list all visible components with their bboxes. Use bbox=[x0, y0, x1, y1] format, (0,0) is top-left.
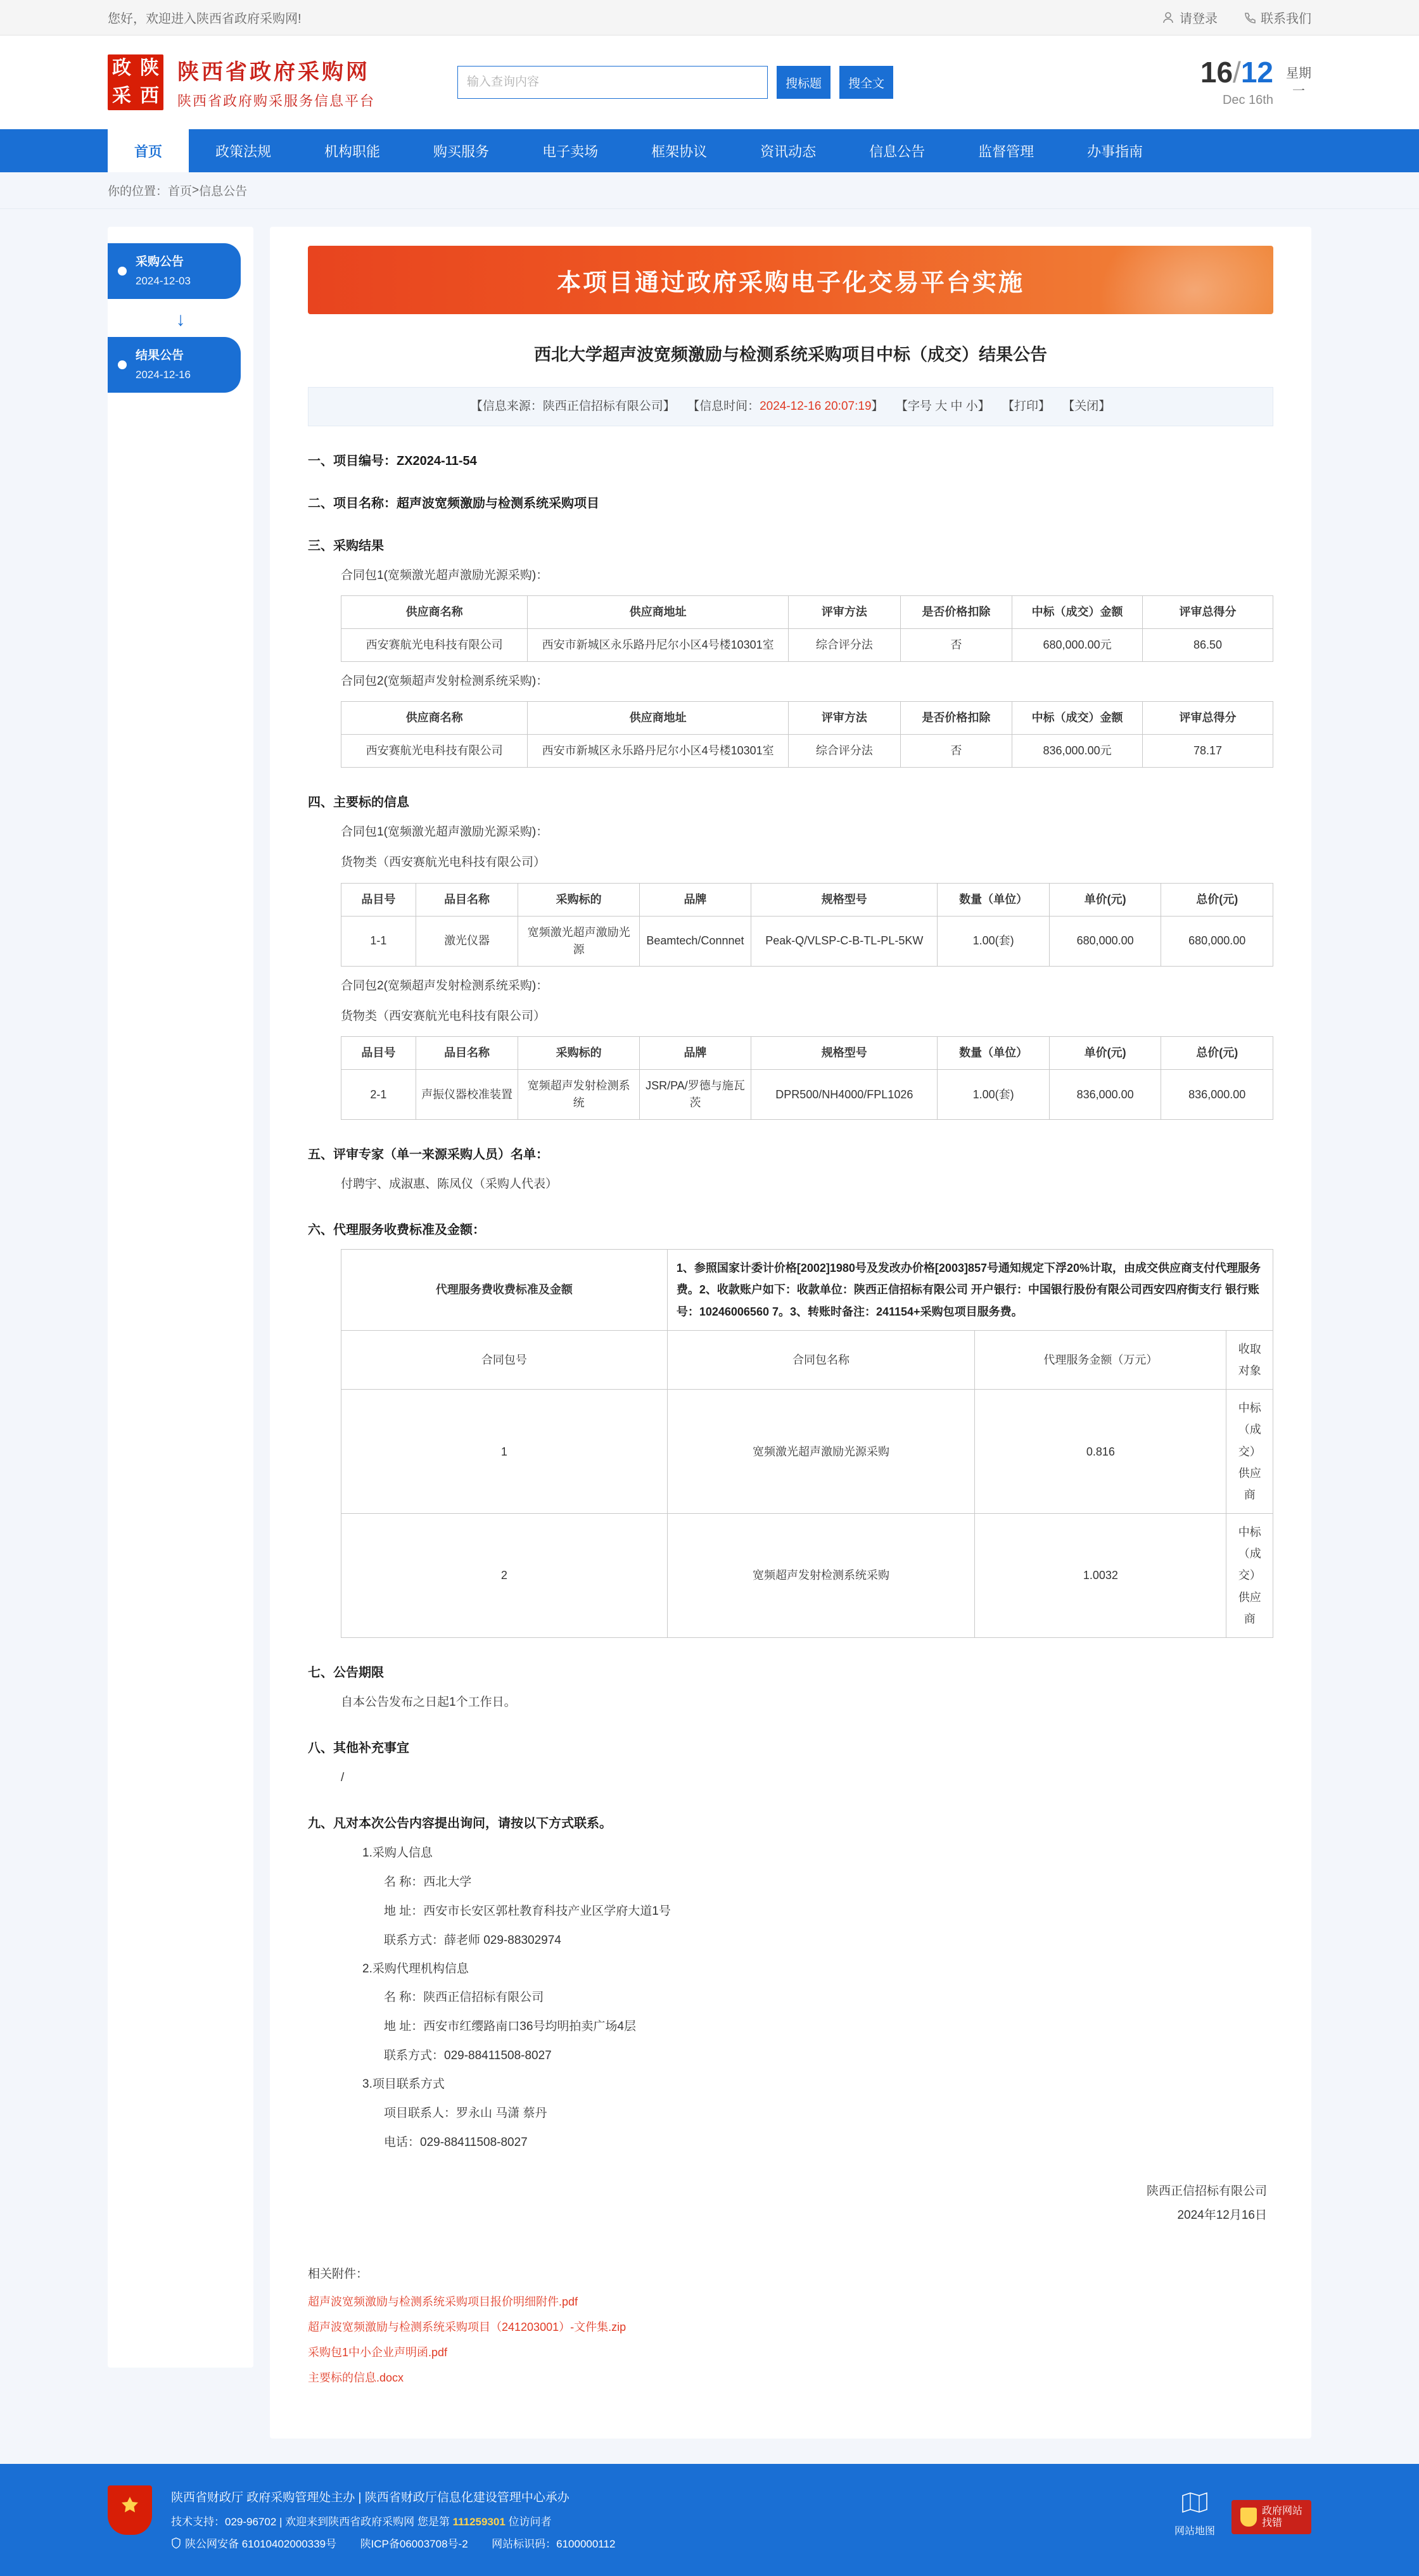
footer-record-line bbox=[171, 2533, 1155, 2557]
attachment-link[interactable]: 超声波宽频激励与检测系统采购项目（241203001）-文件集.zip bbox=[308, 2320, 627, 2333]
table-row bbox=[341, 1390, 1273, 1514]
col-award-amount: 中标（成交）金额 bbox=[1012, 596, 1143, 629]
cell-review-method: 综合评分法 bbox=[789, 735, 901, 768]
timeline-item-date: 2024-12-03 bbox=[136, 274, 191, 287]
item-table-package2 bbox=[341, 1036, 1273, 1120]
col-fee-payer: 收取对象 bbox=[1226, 1330, 1273, 1389]
footer-support-post: 位访问者 bbox=[505, 2515, 552, 2528]
nav-item-guide[interactable]: 办事指南 bbox=[1087, 143, 1143, 160]
cell-item-total: 836,000.00 bbox=[1161, 1070, 1273, 1120]
logo-char-4: 西 bbox=[140, 86, 159, 106]
breadcrumb-sep: > bbox=[192, 183, 200, 197]
cell-package-name: 宽频激光超声激励光源采购 bbox=[667, 1390, 974, 1514]
table-row bbox=[341, 1070, 1273, 1120]
purchaser-name: 名 称：西北大学 bbox=[384, 1875, 472, 1889]
cell-fee-payer: 中标（成交）供应商 bbox=[1226, 1514, 1273, 1638]
cell-item-target: 宽频超声发射检测系统 bbox=[518, 1070, 639, 1120]
items-package2-sub: 货物类（西安赛航光电科技有限公司） bbox=[341, 1009, 546, 1023]
col-package-no: 合同包号 bbox=[341, 1330, 668, 1389]
col-total-score: 评审总得分 bbox=[1143, 596, 1273, 629]
col-item-total: 总价(元) bbox=[1161, 1037, 1273, 1070]
cell-price-deduction: 否 bbox=[900, 735, 1012, 768]
gov-badge-line2: 找错 bbox=[1261, 2517, 1282, 2528]
other-matters-body: / bbox=[341, 1771, 345, 1785]
table-header-row bbox=[341, 1330, 1273, 1389]
section-review-experts: 五、评审专家（单一来源采购人员）名单： bbox=[308, 1148, 549, 1162]
items-package2-label: 合同包2(宽频超声发射检测系统采购)： bbox=[341, 979, 549, 993]
cell-price-deduction: 否 bbox=[900, 629, 1012, 662]
article-meta bbox=[308, 387, 1273, 426]
attachments-title: 相关附件： bbox=[308, 2267, 369, 2281]
agency-info-head: 2.采购代理机构信息 bbox=[362, 1962, 469, 1976]
login-link[interactable] bbox=[1162, 8, 1218, 27]
meta-source-value: 陕西正信招标有限公司 bbox=[542, 399, 663, 413]
nav-item-functions[interactable]: 机构职能 bbox=[324, 143, 381, 160]
attachment-link[interactable]: 超声波宽频激励与检测系统采购项目报价明细附件.pdf bbox=[308, 2295, 578, 2308]
weekday-label: 星期 bbox=[1286, 67, 1311, 80]
national-emblem-icon bbox=[108, 2485, 152, 2535]
nav-item-news[interactable]: 资讯动态 bbox=[760, 143, 817, 160]
cell-item-unitprice: 836,000.00 bbox=[1049, 1070, 1161, 1120]
agency-address: 地 址：西安市红缨路南口36号均明拍卖广场4层 bbox=[384, 2020, 636, 2034]
result-table-package2 bbox=[341, 701, 1273, 768]
cell-item-name: 激光仪器 bbox=[416, 916, 518, 966]
meta-source-label: 【信息来源： bbox=[470, 399, 543, 413]
col-item-unitprice: 单价(元) bbox=[1049, 1037, 1161, 1070]
footer-org-line: 陕西省财政厅 政府采购管理处主办 | 陕西省财政厅信息化建设管理中心承办 bbox=[171, 2490, 570, 2504]
col-item-target: 采购标的 bbox=[518, 1037, 639, 1070]
police-record[interactable]: 陕公网安备 61010402000339号 bbox=[185, 2538, 337, 2551]
contact-label: 联系我们 bbox=[1261, 12, 1311, 26]
result-table-package1 bbox=[341, 595, 1273, 662]
announcement-period-body: 自本公告发布之日起1个工作日。 bbox=[341, 1696, 516, 1710]
search-title-button[interactable]: 搜标题 bbox=[777, 66, 830, 99]
nav-item-supervision[interactable]: 监督管理 bbox=[978, 143, 1034, 160]
col-review-method: 评审方法 bbox=[789, 596, 901, 629]
col-supplier-name: 供应商名称 bbox=[341, 596, 528, 629]
close-button[interactable]: 【关闭】 bbox=[1062, 399, 1111, 413]
item-table-package1 bbox=[341, 883, 1273, 967]
col-package-name: 合同包名称 bbox=[667, 1330, 974, 1389]
col-award-amount: 中标（成交）金额 bbox=[1012, 702, 1143, 735]
review-experts-list: 付聘宇、成淑惠、陈凤仪（采购人代表） bbox=[341, 1177, 558, 1191]
section-contact: 九、凡对本次公告内容提出询问，请按以下方式联系。 bbox=[308, 1817, 612, 1831]
col-item-model: 规格型号 bbox=[751, 1037, 938, 1070]
cell-item-no: 1-1 bbox=[341, 916, 416, 966]
user-icon bbox=[1162, 11, 1174, 24]
breadcrumb bbox=[0, 172, 1419, 209]
cell-total-score: 86.50 bbox=[1143, 629, 1273, 662]
timeline-item-date: 2024-12-16 bbox=[136, 368, 191, 381]
cell-award-amount: 680,000.00元 bbox=[1012, 629, 1143, 662]
package2-label: 合同包2(宽频超声发射检测系统采购)： bbox=[341, 675, 549, 688]
items-package1-label: 合同包1(宽频激光超声激励光源采购)： bbox=[341, 825, 549, 839]
platform-banner bbox=[308, 246, 1273, 314]
col-price-deduction: 是否价格扣除 bbox=[900, 702, 1012, 735]
table-header-row bbox=[341, 702, 1273, 735]
utility-bar bbox=[0, 0, 1419, 35]
cell-fee-amount: 1.0032 bbox=[975, 1514, 1226, 1638]
site-subtitle: 陕西省政府购采服务信息平台 bbox=[177, 93, 376, 109]
section-purchase-result: 三、采购结果 bbox=[308, 538, 384, 553]
nav-item-services[interactable]: 购买服务 bbox=[433, 143, 490, 160]
section-project-name: 二、项目名称：超声波宽频激励与检测系统采购项目 bbox=[308, 496, 599, 511]
cell-item-name: 声振仪器校准装置 bbox=[416, 1070, 518, 1120]
col-item-no: 品目号 bbox=[341, 883, 416, 916]
cell-item-no: 2-1 bbox=[341, 1070, 416, 1120]
footer-support-pre: 技术支持：029-96702 | 欢迎来到陕西省政府采购网 您是第 bbox=[171, 2515, 453, 2528]
site-name: 陕西省政府采购网 bbox=[177, 60, 370, 84]
nav-item-framework[interactable]: 框架协议 bbox=[651, 143, 708, 160]
attachment-link[interactable]: 主要标的信息.docx bbox=[308, 2371, 404, 2384]
shield-icon bbox=[1240, 2508, 1257, 2527]
cell-item-total: 680,000.00 bbox=[1161, 916, 1273, 966]
project-contact-tel: 电话：029-88411508-8027 bbox=[384, 2135, 528, 2149]
signature-company: 陕西正信招标有限公司 bbox=[1146, 2184, 1267, 2198]
col-supplier-address: 供应商地址 bbox=[528, 702, 789, 735]
cell-fee-payer: 中标（成交）供应商 bbox=[1226, 1390, 1273, 1514]
site-code: 网站标识码：6100000112 bbox=[492, 2538, 616, 2551]
timeline-arrow-icon: ↓ bbox=[175, 309, 186, 331]
col-item-name: 品目名称 bbox=[416, 883, 518, 916]
col-price-deduction: 是否价格扣除 bbox=[900, 596, 1012, 629]
section-project-number: 一、项目编号：ZX2024-11-54 bbox=[308, 454, 477, 468]
platform-banner-text: 本项目通过政府采购电子化交易平台实施 bbox=[556, 269, 1024, 296]
table-header-row bbox=[341, 1037, 1273, 1070]
col-item-qty: 数量（单位） bbox=[938, 1037, 1050, 1070]
fee-description-cell: 1、参照国家计委计价格[2002]1980号及发改办价格[2003]857号通知规定下浮20%计取，由成交供应商支付代理服务费。2、收款账户如下：收款单位：陕西正信招标有限公司 开户银行：中国银行股份有限公司西安四府街支行 银行账号：10246006560 7。3、转账时备注：241154+采购包项目服务费。 bbox=[667, 1250, 1273, 1331]
cell-total-score: 78.17 bbox=[1143, 735, 1273, 768]
timeline-dot-icon bbox=[118, 267, 127, 276]
table-row bbox=[341, 916, 1273, 966]
col-supplier-address: 供应商地址 bbox=[528, 596, 789, 629]
meta-time-end: 】 bbox=[871, 399, 884, 413]
site-logo[interactable] bbox=[108, 54, 375, 110]
page-body bbox=[0, 209, 1419, 2464]
breadcrumb-prefix: 你的位置： bbox=[108, 185, 169, 198]
package1-label: 合同包1(宽频激光超声激励光源采购)： bbox=[341, 568, 549, 582]
cell-award-amount: 836,000.00元 bbox=[1012, 735, 1143, 768]
signature-block bbox=[308, 2179, 1273, 2228]
cell-package-name: 宽频超声发射检测系统采购 bbox=[667, 1514, 974, 1638]
purchaser-info-head: 1.采购人信息 bbox=[362, 1846, 433, 1860]
col-item-total: 总价(元) bbox=[1161, 883, 1273, 916]
agency-fee-table bbox=[341, 1249, 1273, 1638]
contact-link[interactable] bbox=[1243, 8, 1311, 27]
map-icon bbox=[1174, 2492, 1215, 2522]
agency-name: 名 称：陕西正信招标有限公司 bbox=[384, 1991, 544, 2005]
police-badge-icon bbox=[171, 2534, 181, 2557]
cell-item-qty: 1.00(套) bbox=[938, 916, 1050, 966]
section-announcement-period: 七、公告期限 bbox=[308, 1666, 384, 1680]
table-header-row bbox=[341, 883, 1273, 916]
cell-supplier-address: 西安市新城区永乐路丹尼尔小区4号楼10301室 bbox=[528, 735, 789, 768]
timeline-dot-icon bbox=[118, 360, 127, 369]
nav-item-emarket[interactable]: 电子卖场 bbox=[542, 143, 599, 160]
section-main-items: 四、主要标的信息 bbox=[308, 796, 409, 810]
cell-item-model: DPR500/NH4000/FPL1026 bbox=[751, 1070, 938, 1120]
search-input[interactable] bbox=[457, 66, 768, 99]
cell-item-brand: JSR/PA/罗德与施瓦茨 bbox=[639, 1070, 751, 1120]
col-review-method: 评审方法 bbox=[789, 702, 901, 735]
col-item-no: 品目号 bbox=[341, 1037, 416, 1070]
cell-item-target: 宽频激光超声激励光源 bbox=[518, 916, 639, 966]
col-total-score: 评审总得分 bbox=[1143, 702, 1273, 735]
site-footer bbox=[0, 2464, 1419, 2576]
welcome-text: 您好，欢迎进入陕西省政府采购网! bbox=[108, 12, 302, 26]
meta-time-label: 【信息时间： bbox=[687, 399, 760, 413]
date-slash: / bbox=[1233, 55, 1241, 89]
site-header bbox=[0, 35, 1419, 129]
timeline-item-title: 结果公告 bbox=[136, 349, 184, 363]
col-item-name: 品目名称 bbox=[416, 1037, 518, 1070]
cell-item-unitprice: 680,000.00 bbox=[1049, 916, 1161, 966]
article-container bbox=[270, 227, 1311, 2439]
project-contact-name: 项目联系人：罗永山 马潇 蔡丹 bbox=[384, 2106, 547, 2120]
table-row bbox=[341, 1250, 1273, 1331]
date-english: Dec 16th bbox=[1222, 92, 1273, 107]
attachments-list bbox=[308, 2293, 1273, 2385]
signature-date: 2024年12月16日 bbox=[1177, 2208, 1267, 2222]
table-row bbox=[341, 629, 1273, 662]
gov-feedback-badge[interactable] bbox=[1231, 2500, 1311, 2534]
weekday-value: 一 bbox=[1292, 84, 1305, 98]
sitemap-label: 网站地图 bbox=[1174, 2526, 1215, 2537]
cell-supplier-name: 西安赛航光电科技有限公司 bbox=[341, 735, 528, 768]
nav-item-home[interactable]: 首页 bbox=[108, 129, 189, 172]
meta-time-value: 2024-12-16 20:07:19 bbox=[760, 399, 872, 413]
visitor-count: 111259301 bbox=[452, 2515, 506, 2528]
phone-icon bbox=[1243, 11, 1256, 24]
footer-support-line bbox=[171, 2511, 1155, 2534]
col-item-unitprice: 单价(元) bbox=[1049, 883, 1161, 916]
table-header-row bbox=[341, 596, 1273, 629]
col-supplier-name: 供应商名称 bbox=[341, 702, 528, 735]
print-button[interactable]: 【打印】 bbox=[1002, 399, 1050, 413]
col-item-brand: 品牌 bbox=[639, 883, 751, 916]
purchaser-address: 地 址：西安市长安区郭杜教育科技产业区学府大道1号 bbox=[384, 1904, 671, 1918]
section-agency-fee: 六、代理服务收费标准及金额： bbox=[308, 1223, 485, 1238]
cell-supplier-address: 西安市新城区永乐路丹尼尔小区4号楼10301室 bbox=[528, 629, 789, 662]
main-nav bbox=[0, 129, 1419, 172]
logo-char-2: 陕 bbox=[140, 58, 159, 79]
font-size-control[interactable]: 【字号 大 中 小】 bbox=[895, 399, 990, 413]
footer-widgets bbox=[1174, 2485, 1311, 2542]
logo-char-3: 采 bbox=[112, 86, 131, 106]
login-label: 请登录 bbox=[1180, 12, 1218, 26]
col-item-model: 规格型号 bbox=[751, 883, 938, 916]
col-item-brand: 品牌 bbox=[639, 1037, 751, 1070]
icp-record[interactable]: 陕ICP备06003708号-2 bbox=[360, 2538, 468, 2551]
logo-mark-icon bbox=[108, 54, 163, 110]
search-area bbox=[457, 66, 893, 99]
section-other-matters: 八、其他补充事宜 bbox=[308, 1741, 409, 1756]
attachment-link[interactable]: 采购包1中小企业声明函.pdf bbox=[308, 2345, 448, 2359]
cell-supplier-name: 西安赛航光电科技有限公司 bbox=[341, 629, 528, 662]
meta-source-end: 】 bbox=[663, 399, 675, 413]
date-widget bbox=[1200, 55, 1311, 108]
cell-package-no: 2 bbox=[341, 1514, 668, 1638]
nav-item-announcements[interactable]: 信息公告 bbox=[869, 143, 926, 160]
cell-package-no: 1 bbox=[341, 1390, 668, 1514]
cell-review-method: 综合评分法 bbox=[789, 629, 901, 662]
cell-item-model: Peak-Q/VLSP-C-B-TL-PL-5KW bbox=[751, 916, 938, 966]
cell-item-brand: Beamtech/Connnet bbox=[639, 916, 751, 966]
timeline-item-purchase[interactable] bbox=[108, 243, 241, 299]
footer-text bbox=[171, 2485, 1155, 2557]
col-fee-amount: 代理服务金额（万元） bbox=[975, 1330, 1226, 1389]
col-item-qty: 数量（单位） bbox=[938, 883, 1050, 916]
sitemap-link[interactable] bbox=[1174, 2492, 1215, 2542]
purchaser-tel: 联系方式：薛老师 029-88302974 bbox=[384, 1933, 561, 1947]
nav-item-policy[interactable]: 政策法规 bbox=[215, 143, 272, 160]
logo-char-1: 政 bbox=[112, 58, 131, 79]
col-item-target: 采购标的 bbox=[518, 883, 639, 916]
timeline-item-result[interactable] bbox=[108, 337, 241, 393]
announcement-timeline bbox=[108, 227, 253, 2368]
breadcrumb-current: 信息公告 bbox=[199, 185, 248, 198]
timeline-item-title: 采购公告 bbox=[136, 255, 184, 269]
cell-fee-amount: 0.816 bbox=[975, 1390, 1226, 1514]
page-title: 西北大学超声波宽频激励与检测系统采购项目中标（成交）结果公告 bbox=[534, 345, 1047, 364]
cell-item-qty: 1.00(套) bbox=[938, 1070, 1050, 1120]
table-row bbox=[341, 735, 1273, 768]
gov-badge-line1: 政府网站 bbox=[1261, 2505, 1302, 2516]
date-day: 16 bbox=[1200, 55, 1233, 89]
breadcrumb-home[interactable]: 首页 bbox=[168, 185, 193, 198]
utility-links bbox=[1162, 8, 1311, 27]
items-package1-sub: 货物类（西安赛航光电科技有限公司） bbox=[341, 856, 546, 870]
search-fulltext-button[interactable]: 搜全文 bbox=[839, 66, 893, 99]
fee-title-cell: 代理服务费收费标准及金额 bbox=[341, 1250, 668, 1331]
project-contact-head: 3.项目联系方式 bbox=[362, 2078, 445, 2091]
table-row bbox=[341, 1514, 1273, 1638]
date-month: 12 bbox=[1240, 55, 1273, 89]
agency-tel: 联系方式：029-88411508-8027 bbox=[384, 2049, 552, 2063]
